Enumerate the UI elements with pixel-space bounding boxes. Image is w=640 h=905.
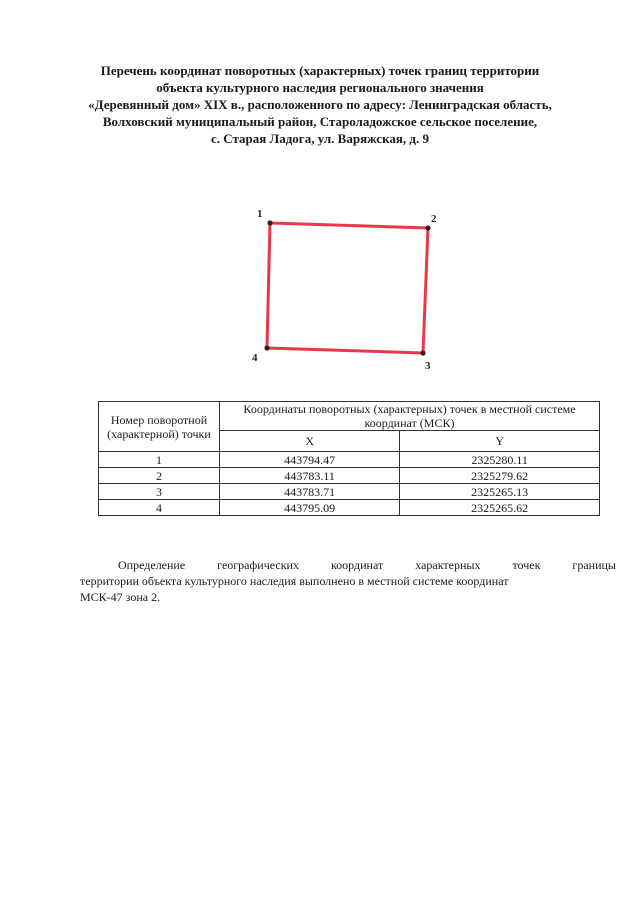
title-line-1: Перечень координат поворотных (характерных) точек границ территории <box>100 63 540 78</box>
point-label-3: 3 <box>425 360 431 372</box>
boundary-point-3 <box>420 350 425 355</box>
cell-x: 443795.09 <box>220 500 400 516</box>
boundary-point-4 <box>264 345 269 350</box>
note-line-2: территории объекта культурного наследия выполнено в местной системе координат <box>80 574 509 588</box>
point-label-2: 2 <box>431 213 437 225</box>
note-line-3: МСК-47 зона 2. <box>80 590 161 604</box>
boundary-outline <box>267 223 428 353</box>
title-line-3: «Деревянный дом» XIX в., расположенного по адресу: Ленинградская область, <box>88 97 552 112</box>
table-row <box>99 468 600 484</box>
table-row <box>99 452 600 468</box>
point-label-1: 1 <box>257 208 263 220</box>
title-line-5: с. Старая Ладога, ул. Варяжская, д. 9 <box>211 131 429 146</box>
note-line-1: Определение географических координат характерных точек границы <box>118 558 616 572</box>
boundary-point-2 <box>425 225 430 230</box>
cell-y: 2325265.62 <box>400 500 600 516</box>
cell-y: 2325280.11 <box>400 452 600 468</box>
cell-point-number: 1 <box>99 452 220 468</box>
header-point-number: Номер поворотной (характерной) точки <box>99 402 220 452</box>
cell-y: 2325279.62 <box>400 468 600 484</box>
cell-x: 443794.47 <box>220 452 400 468</box>
coordinates-table <box>98 401 600 516</box>
title-line-4: Волховский муниципальный район, Староладожское сельское поселение, <box>102 114 538 129</box>
table-row <box>99 484 600 500</box>
header-coordinates: Координаты поворотных (характерных) точек в местной системе координат (МСК) <box>220 402 600 431</box>
document-title <box>60 62 580 147</box>
header-y: Y <box>400 431 600 452</box>
point-label-4: 4 <box>252 352 258 364</box>
coordinate-system-note <box>80 557 616 605</box>
cell-x: 443783.11 <box>220 468 400 484</box>
cell-point-number: 4 <box>99 500 220 516</box>
cell-point-number: 3 <box>99 484 220 500</box>
boundary-plan <box>240 198 440 378</box>
title-line-2: объекта культурного наследия регионального значения <box>156 80 484 95</box>
boundary-point-1 <box>267 220 272 225</box>
cell-point-number: 2 <box>99 468 220 484</box>
table-row <box>99 500 600 516</box>
cell-x: 443783.71 <box>220 484 400 500</box>
header-x: X <box>220 431 400 452</box>
cell-y: 2325265.13 <box>400 484 600 500</box>
